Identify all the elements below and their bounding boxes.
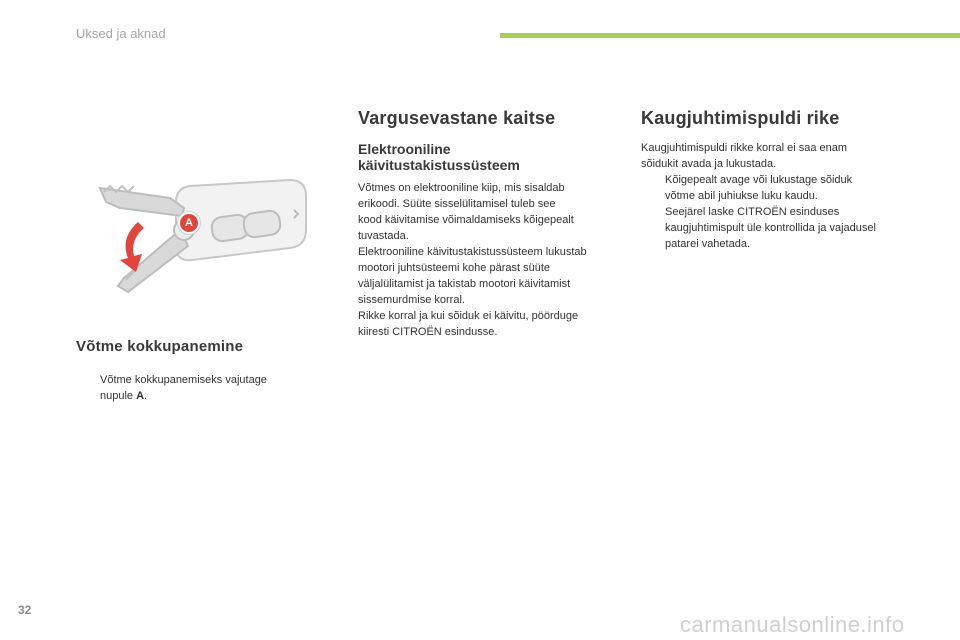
anti-theft-heading: Vargusevastane kaitse xyxy=(358,108,556,128)
list-item: Kõigepealt avage või lukustage sõiduk võtme abil juhiukse luku kaudu. xyxy=(665,174,853,202)
list-item: Seejärel laske CITROËN esinduses kaugjuhtimispult üle kontrollida ja vajadusel patarei vahetada. xyxy=(665,206,876,250)
page-number: 32 xyxy=(18,603,32,617)
immobiliser-subheading: Elektrooniline käivitustakistussüsteem xyxy=(358,141,520,173)
list-item: Võtme kokkupanemiseks vajutage nupule A. xyxy=(100,374,267,402)
header-accent-bar xyxy=(500,33,960,38)
key-folding-instructions xyxy=(76,372,316,404)
remote-fault-description: Kaugjuhtimispuldi rikke korral ei saa enam sõidukit avada ja lukustada. Kõigepealt avage või lukustage sõiduk võtme abil juhiukse luku kaudu. Seejärel laske CITROËN esinduses kaugjuhtimispult üle kontrollida ja vajadusel patarei vahetada. xyxy=(641,140,931,252)
button-a-reference: A xyxy=(136,390,145,402)
immobiliser-description: Võtmes on elektrooniline kiip, mis sisaldab erikoodi. Süüte sisselülitamisel tuleb see kood käivitamise võimaldamiseks kõigepealt tuvastada. Elektrooniline käivitustakistussüsteem lukustab mootori juhtsüsteemi kohe pärast süüte väljalülitamist ja takistab mootori käivitamist sissemurdmise korral. Rikke korral ja kui sõiduk ei käivitu, pöörduge kiiresti CITROËN esindusse. xyxy=(358,182,587,338)
key-folding-heading: Võtme kokkupanemine xyxy=(76,338,244,355)
key-fob-drawing xyxy=(80,168,320,298)
button-a-label: A xyxy=(178,212,200,234)
remote-fault-heading: Kaugjuhtimispuldi rike xyxy=(641,108,840,128)
key-fob-illustration xyxy=(80,168,320,298)
watermark: carmanualsonline.info xyxy=(680,612,905,637)
section-title: Uksed ja aknad xyxy=(76,26,166,41)
